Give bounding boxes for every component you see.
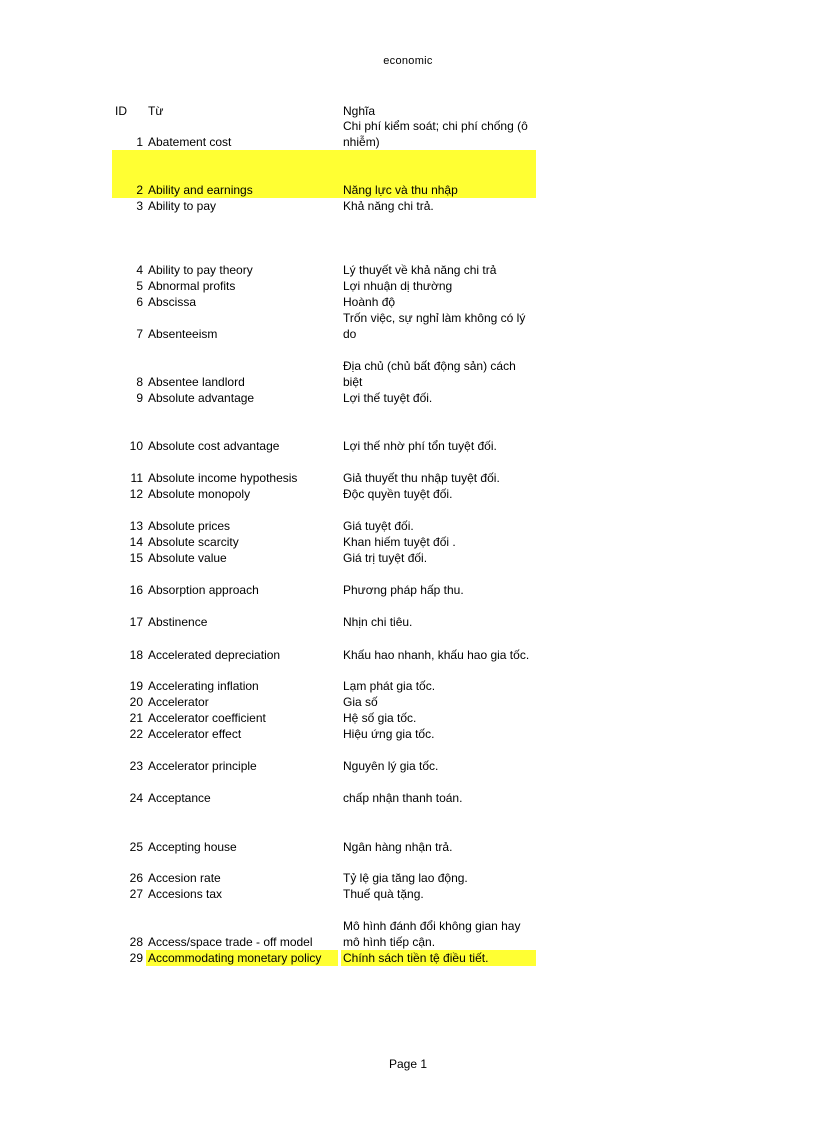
row-term: Absolute prices (148, 519, 231, 533)
row-id: 21 (129, 711, 143, 725)
column-header-term: Từ (148, 104, 164, 118)
row-id: 7 (136, 327, 143, 341)
page-header-title: economic (383, 55, 433, 67)
row-term: Absolute monopoly (148, 487, 251, 501)
row-meaning: Khả năng chi trả. (343, 199, 434, 213)
row-meaning: Hiệu ứng gia tốc. (343, 727, 435, 741)
row-term: Ability to pay theory (148, 263, 253, 277)
table-row (0, 886, 816, 902)
row-term: Abnormal profits (148, 279, 236, 293)
row-meaning: Lợi nhuận dị thường (343, 279, 453, 293)
row-term: Accepting house (148, 840, 237, 854)
table-row (0, 294, 816, 310)
row-term: Access/space trade - off model (148, 935, 313, 949)
table-row (0, 550, 816, 566)
row-id: 27 (129, 887, 143, 901)
table-row (0, 406, 816, 454)
table-row (0, 855, 816, 886)
row-meaning: Địa chủ (chủ bất động sản) cách biệt (343, 359, 516, 389)
row-meaning: Hoành độ (343, 295, 396, 309)
row-meaning: Nhịn chi tiêu. (343, 615, 413, 629)
row-meaning: Lợi thế tuyệt đối. (343, 391, 433, 405)
row-term: Accelerating inflation (148, 679, 259, 693)
row-id: 19 (129, 679, 143, 693)
row-id: 2 (136, 183, 143, 197)
row-term: Accelerator (148, 695, 209, 709)
row-meaning: Phương pháp hấp thu. (343, 583, 464, 597)
row-meaning: Lý thuyết về khả năng chi trả (343, 263, 497, 277)
row-meaning: Ngân hàng nhận trả. (343, 840, 453, 854)
table-row (0, 774, 816, 806)
table-row (0, 390, 816, 406)
table-row (0, 598, 816, 630)
row-term: Accelerator effect (148, 727, 242, 741)
row-term: Abscissa (148, 295, 197, 309)
row-meaning: Thuế quà tặng. (343, 887, 424, 901)
row-term: Accelerator coefficient (148, 711, 266, 725)
column-header-meaning: Nghĩa (343, 104, 376, 118)
row-meaning: Khan hiếm tuyệt đối . (343, 535, 456, 549)
table-row (0, 118, 816, 150)
row-term: Absolute advantage (148, 391, 255, 405)
row-term: Ability to pay (148, 199, 217, 213)
row-meaning: Giá tuyệt đối. (343, 519, 414, 533)
row-term: Acceptance (148, 791, 211, 805)
row-term: Abatement cost (148, 135, 232, 149)
row-term: Ability and earnings (148, 183, 253, 197)
row-meaning: chấp nhận thanh toán. (343, 791, 463, 805)
row-id: 12 (129, 487, 143, 501)
row-meaning: Chính sách tiền tệ điều tiết. (343, 951, 489, 965)
row-id: 4 (136, 263, 143, 277)
row-id: 22 (129, 727, 143, 741)
row-term: Absenteeism (148, 327, 218, 341)
row-meaning: Tỷ lệ gia tăng lao động. (343, 871, 468, 885)
row-meaning: Hệ số gia tốc. (343, 711, 417, 725)
row-term: Accommodating monetary policy (148, 951, 322, 965)
row-meaning: Độc quyền tuyệt đối. (343, 487, 453, 501)
row-meaning: Mô hình đánh đổi không gian hay mô hình tiếp cận. (343, 919, 521, 949)
row-id: 16 (129, 583, 143, 597)
row-id: 26 (129, 871, 143, 885)
row-id: 15 (129, 551, 143, 565)
row-id: 3 (136, 199, 143, 213)
row-meaning: Trốn việc, sự nghỉ làm không có lý do (343, 311, 526, 341)
row-term: Accesions tax (148, 887, 223, 901)
table-row (0, 214, 816, 278)
table-row (0, 566, 816, 598)
row-id: 18 (129, 648, 143, 662)
row-id: 9 (136, 391, 143, 405)
row-id: 14 (129, 535, 143, 549)
row-id: 6 (136, 295, 143, 309)
row-id: 29 (129, 951, 143, 965)
row-id: 24 (129, 791, 143, 805)
column-header-id: ID (115, 104, 127, 118)
row-meaning: Khấu hao nhanh, khấu hao gia tốc. (343, 648, 530, 662)
row-meaning: Giả thuyết thu nhập tuyệt đối. (343, 471, 500, 485)
table-row (0, 454, 816, 486)
table-row (0, 630, 816, 663)
row-term: Abstinence (148, 615, 208, 629)
table-row (0, 950, 816, 966)
row-meaning: Năng lực và thu nhập (343, 183, 458, 197)
row-id: 25 (129, 840, 143, 854)
table-row (0, 486, 816, 502)
row-term: Absolute scarcity (148, 535, 239, 549)
table-row (0, 710, 816, 726)
row-id: 28 (129, 935, 143, 949)
row-meaning: Nguyên lý gia tốc. (343, 759, 439, 773)
row-id: 10 (129, 439, 143, 453)
table-row (0, 150, 816, 198)
table-row (0, 726, 816, 742)
row-meaning: Lợi thế nhờ phí tổn tuyệt đối. (343, 439, 497, 453)
page-footer: Page 1 (388, 1057, 428, 1071)
row-term: Accelerator principle (148, 759, 257, 773)
row-id: 5 (136, 279, 143, 293)
table-row (0, 806, 816, 855)
row-term: Absolute cost advantage (148, 439, 280, 453)
table-row (0, 694, 816, 710)
table-row (0, 278, 816, 294)
row-term: Absentee landlord (148, 375, 245, 389)
row-term: Absolute value (148, 551, 227, 565)
row-id: 17 (129, 615, 143, 629)
row-meaning: Gia số (343, 695, 378, 709)
row-id: 8 (136, 375, 143, 389)
row-id: 23 (129, 759, 143, 773)
row-id: 11 (130, 471, 143, 485)
table-row (0, 663, 816, 694)
row-term: Accelerated depreciation (148, 648, 281, 662)
table-row (0, 198, 816, 214)
table-row (0, 902, 816, 950)
table-row (0, 342, 816, 390)
table-row (0, 534, 816, 550)
table-row (0, 502, 816, 534)
row-term: Absolute income hypothesis (148, 471, 298, 485)
row-meaning: Chi phí kiểm soát; chi phí chống (ô nhiễm) (343, 119, 528, 149)
row-meaning: Giá trị tuyệt đối. (343, 551, 428, 565)
table-row (0, 310, 816, 342)
row-id: 20 (129, 695, 143, 709)
row-term: Absorption approach (148, 583, 259, 597)
row-id: 13 (129, 519, 143, 533)
row-term: Accesion rate (148, 871, 221, 885)
row-id: 1 (136, 135, 143, 149)
row-meaning: Lạm phát gia tốc. (343, 679, 436, 693)
table-row (0, 742, 816, 774)
